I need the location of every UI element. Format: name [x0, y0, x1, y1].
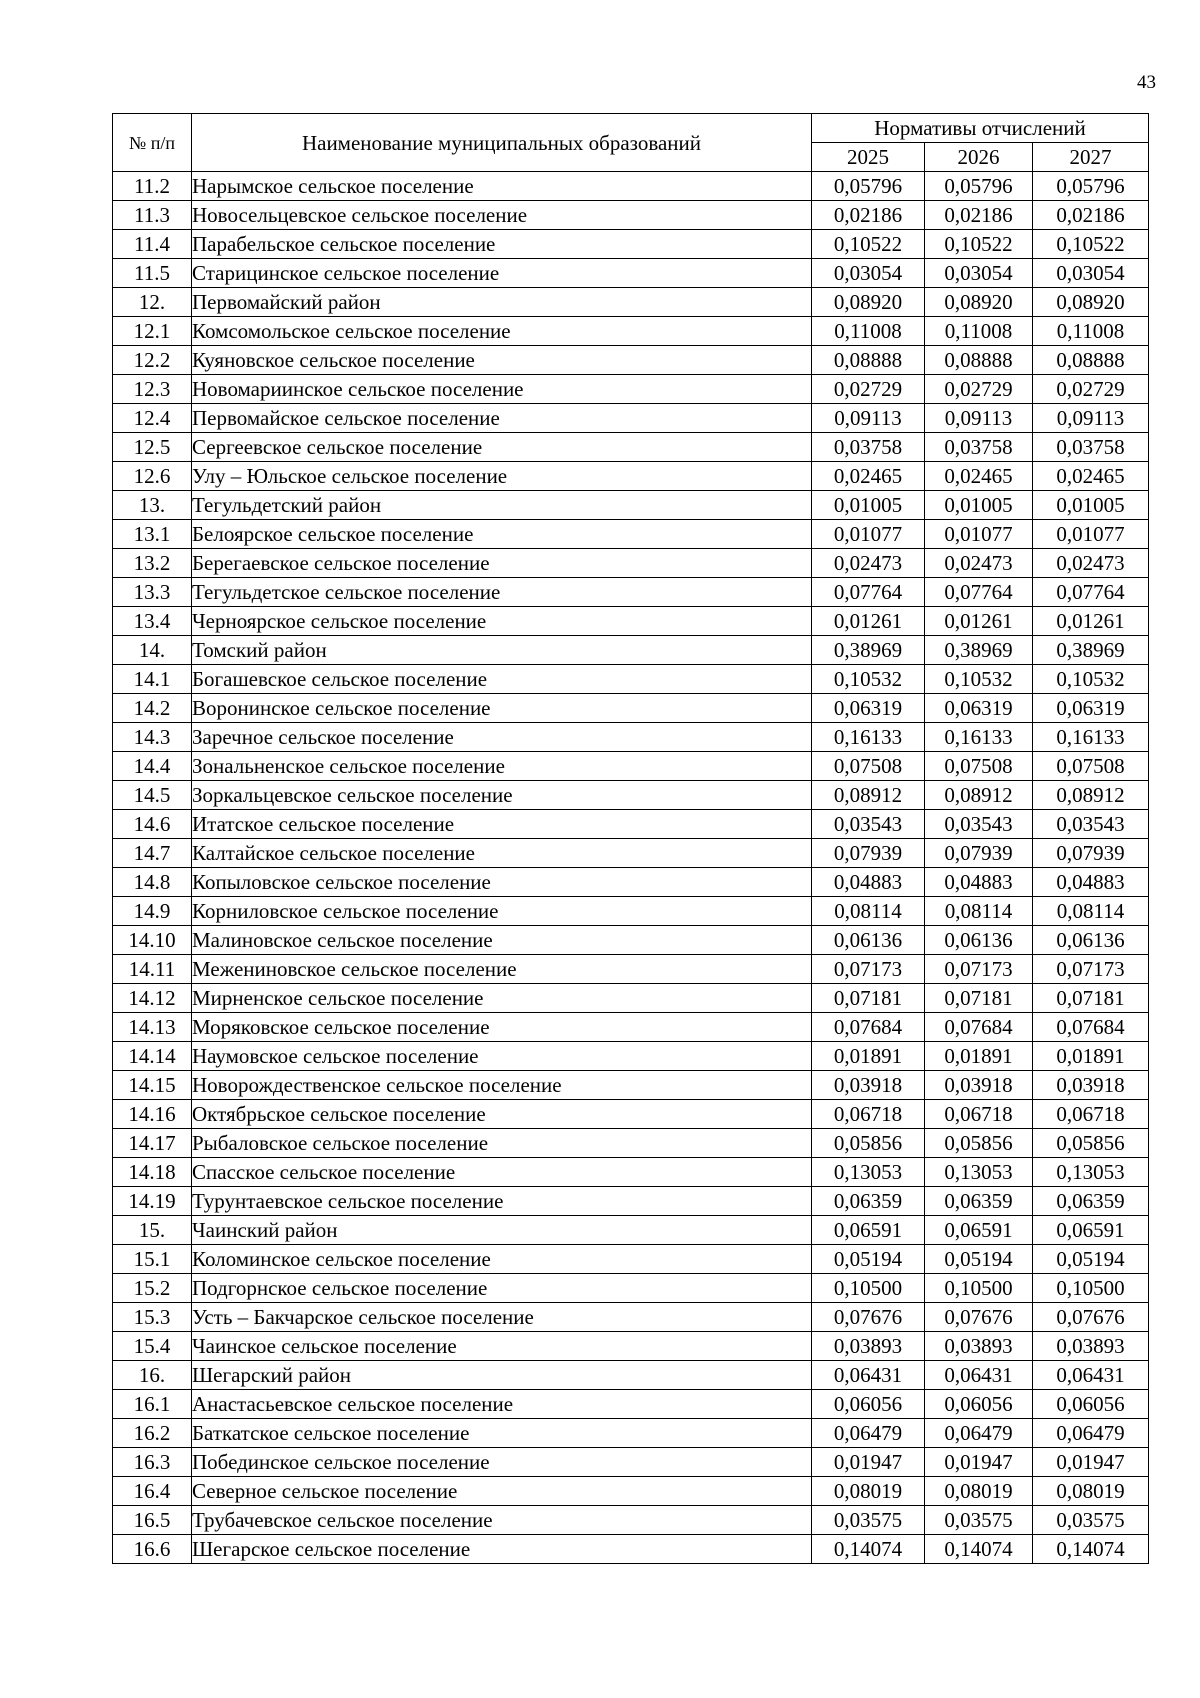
norm-2027-cell: 0,08019 [1033, 1477, 1149, 1506]
norm-2027-cell: 0,06359 [1033, 1187, 1149, 1216]
norm-2026-cell: 0,03918 [925, 1071, 1033, 1100]
municipality-name-cell: Итатское сельское поселение [192, 810, 812, 839]
norm-2027-cell: 0,10532 [1033, 665, 1149, 694]
table-row [113, 665, 1149, 694]
row-number-cell: 14.5 [113, 781, 192, 810]
norm-2026-cell: 0,16133 [925, 723, 1033, 752]
row-number-cell: 15.4 [113, 1332, 192, 1361]
column-header-year-2027: 2027 [1033, 143, 1149, 172]
table-row [113, 1071, 1149, 1100]
table-row [113, 201, 1149, 230]
norm-2025-cell: 0,02473 [812, 549, 925, 578]
norm-2025-cell: 0,02186 [812, 201, 925, 230]
row-number-cell: 14.1 [113, 665, 192, 694]
municipality-name-cell: Рыбаловское сельское поселение [192, 1129, 812, 1158]
norm-2025-cell: 0,07684 [812, 1013, 925, 1042]
norm-2026-cell: 0,03543 [925, 810, 1033, 839]
norm-2025-cell: 0,38969 [812, 636, 925, 665]
norm-2025-cell: 0,07173 [812, 955, 925, 984]
norm-2027-cell: 0,13053 [1033, 1158, 1149, 1187]
table-row [113, 375, 1149, 404]
municipality-name-cell: Чаинский район [192, 1216, 812, 1245]
norm-2027-cell: 0,04883 [1033, 868, 1149, 897]
norm-2026-cell: 0,07676 [925, 1303, 1033, 1332]
municipality-name-cell: Воронинское сельское поселение [192, 694, 812, 723]
row-number-cell: 13.2 [113, 549, 192, 578]
table-body [113, 172, 1149, 1564]
table-row [113, 1129, 1149, 1158]
norm-2025-cell: 0,06718 [812, 1100, 925, 1129]
norm-2025-cell: 0,01261 [812, 607, 925, 636]
municipality-name-cell: Старицинское сельское поселение [192, 259, 812, 288]
row-number-cell: 15.1 [113, 1245, 192, 1274]
norm-2027-cell: 0,01947 [1033, 1448, 1149, 1477]
norm-2026-cell: 0,03575 [925, 1506, 1033, 1535]
row-number-cell: 13.4 [113, 607, 192, 636]
table-row [113, 752, 1149, 781]
norm-2025-cell: 0,03893 [812, 1332, 925, 1361]
row-number-cell: 12.2 [113, 346, 192, 375]
table-row [113, 346, 1149, 375]
norm-2027-cell: 0,16133 [1033, 723, 1149, 752]
municipality-name-cell: Баткатское сельское поселение [192, 1419, 812, 1448]
norm-2026-cell: 0,05796 [925, 172, 1033, 201]
norm-2025-cell: 0,01077 [812, 520, 925, 549]
row-number-cell: 16.5 [113, 1506, 192, 1535]
table-row [113, 1187, 1149, 1216]
table-row [113, 1100, 1149, 1129]
municipality-name-cell: Шегарское сельское поселение [192, 1535, 812, 1564]
norm-2025-cell: 0,01005 [812, 491, 925, 520]
norm-2025-cell: 0,14074 [812, 1535, 925, 1564]
table-row [113, 317, 1149, 346]
norm-2027-cell: 0,07173 [1033, 955, 1149, 984]
norm-2026-cell: 0,13053 [925, 1158, 1033, 1187]
municipality-name-cell: Первомайское сельское поселение [192, 404, 812, 433]
column-header-year-2025: 2025 [812, 143, 925, 172]
table-row [113, 839, 1149, 868]
norm-2026-cell: 0,06591 [925, 1216, 1033, 1245]
norm-2026-cell: 0,05194 [925, 1245, 1033, 1274]
row-number-cell: 12. [113, 288, 192, 317]
norm-2027-cell: 0,14074 [1033, 1535, 1149, 1564]
table-row [113, 926, 1149, 955]
table-row [113, 1390, 1149, 1419]
norm-2025-cell: 0,08114 [812, 897, 925, 926]
norm-2026-cell: 0,06136 [925, 926, 1033, 955]
table-row [113, 462, 1149, 491]
norm-2027-cell: 0,08888 [1033, 346, 1149, 375]
municipality-name-cell: Межениновское сельское поселение [192, 955, 812, 984]
municipality-name-cell: Новосельцевское сельское поселение [192, 201, 812, 230]
norm-2027-cell: 0,07684 [1033, 1013, 1149, 1042]
norm-2027-cell: 0,03758 [1033, 433, 1149, 462]
municipality-name-cell: Копыловское сельское поселение [192, 868, 812, 897]
norm-2025-cell: 0,08019 [812, 1477, 925, 1506]
norm-2027-cell: 0,02465 [1033, 462, 1149, 491]
table-row [113, 520, 1149, 549]
norm-2027-cell: 0,03918 [1033, 1071, 1149, 1100]
norm-2025-cell: 0,04883 [812, 868, 925, 897]
norm-2027-cell: 0,03054 [1033, 259, 1149, 288]
norm-2025-cell: 0,10522 [812, 230, 925, 259]
table-row [113, 1419, 1149, 1448]
table-row [113, 288, 1149, 317]
norm-2025-cell: 0,06319 [812, 694, 925, 723]
row-number-cell: 16.6 [113, 1535, 192, 1564]
norm-2027-cell: 0,10500 [1033, 1274, 1149, 1303]
norm-2026-cell: 0,38969 [925, 636, 1033, 665]
row-number-cell: 13.3 [113, 578, 192, 607]
table-row [113, 259, 1149, 288]
row-number-cell: 14.11 [113, 955, 192, 984]
norm-2027-cell: 0,07764 [1033, 578, 1149, 607]
norm-2027-cell: 0,01005 [1033, 491, 1149, 520]
norm-2025-cell: 0,06136 [812, 926, 925, 955]
row-number-cell: 14.18 [113, 1158, 192, 1187]
norm-2025-cell: 0,07939 [812, 839, 925, 868]
norm-2027-cell: 0,01891 [1033, 1042, 1149, 1071]
row-number-cell: 14.12 [113, 984, 192, 1013]
table-row [113, 1535, 1149, 1564]
municipality-name-cell: Богашевское сельское поселение [192, 665, 812, 694]
row-number-cell: 16.2 [113, 1419, 192, 1448]
norm-2027-cell: 0,07676 [1033, 1303, 1149, 1332]
row-number-cell: 14.6 [113, 810, 192, 839]
norm-2027-cell: 0,06431 [1033, 1361, 1149, 1390]
norm-2025-cell: 0,02729 [812, 375, 925, 404]
municipality-name-cell: Заречное сельское поселение [192, 723, 812, 752]
table-row [113, 1361, 1149, 1390]
row-number-cell: 14.7 [113, 839, 192, 868]
municipality-name-cell: Новомариинское сельское поселение [192, 375, 812, 404]
municipality-name-cell: Комсомольское сельское поселение [192, 317, 812, 346]
row-number-cell: 16.4 [113, 1477, 192, 1506]
municipality-name-cell: Октябрьское сельское поселение [192, 1100, 812, 1129]
table-row [113, 1332, 1149, 1361]
norm-2026-cell: 0,08019 [925, 1477, 1033, 1506]
row-number-cell: 14.14 [113, 1042, 192, 1071]
row-number-cell: 16.3 [113, 1448, 192, 1477]
norm-2026-cell: 0,06479 [925, 1419, 1033, 1448]
row-number-cell: 14.19 [113, 1187, 192, 1216]
norm-2026-cell: 0,08888 [925, 346, 1033, 375]
norm-2025-cell: 0,10500 [812, 1274, 925, 1303]
municipality-name-cell: Калтайское сельское поселение [192, 839, 812, 868]
norm-2026-cell: 0,07764 [925, 578, 1033, 607]
norm-2025-cell: 0,06431 [812, 1361, 925, 1390]
norm-2025-cell: 0,08920 [812, 288, 925, 317]
municipality-name-cell: Турунтаевское сельское поселение [192, 1187, 812, 1216]
table-row [113, 1013, 1149, 1042]
norm-2026-cell: 0,05856 [925, 1129, 1033, 1158]
table-row [113, 1477, 1149, 1506]
norm-2027-cell: 0,06591 [1033, 1216, 1149, 1245]
table-row [113, 694, 1149, 723]
norm-2025-cell: 0,07508 [812, 752, 925, 781]
norm-2026-cell: 0,01891 [925, 1042, 1033, 1071]
norm-2026-cell: 0,06359 [925, 1187, 1033, 1216]
norm-2027-cell: 0,03543 [1033, 810, 1149, 839]
municipality-name-cell: Парабельское сельское поселение [192, 230, 812, 259]
norm-2025-cell: 0,09113 [812, 404, 925, 433]
row-number-cell: 12.1 [113, 317, 192, 346]
municipality-name-cell: Мирненское сельское поселение [192, 984, 812, 1013]
row-number-cell: 11.2 [113, 172, 192, 201]
table-row [113, 1245, 1149, 1274]
norm-2025-cell: 0,10532 [812, 665, 925, 694]
norm-2026-cell: 0,10500 [925, 1274, 1033, 1303]
norm-2027-cell: 0,02729 [1033, 375, 1149, 404]
norm-2026-cell: 0,07508 [925, 752, 1033, 781]
norm-2026-cell: 0,10532 [925, 665, 1033, 694]
norm-2027-cell: 0,01261 [1033, 607, 1149, 636]
norm-2027-cell: 0,01077 [1033, 520, 1149, 549]
municipality-name-cell: Малиновское сельское поселение [192, 926, 812, 955]
municipality-name-cell: Усть – Бакчарское сельское поселение [192, 1303, 812, 1332]
table-row [113, 1448, 1149, 1477]
norm-2026-cell: 0,14074 [925, 1535, 1033, 1564]
norm-2027-cell: 0,06479 [1033, 1419, 1149, 1448]
norm-2025-cell: 0,03918 [812, 1071, 925, 1100]
table-row [113, 578, 1149, 607]
table-row [113, 868, 1149, 897]
norm-2027-cell: 0,11008 [1033, 317, 1149, 346]
norm-2027-cell: 0,06056 [1033, 1390, 1149, 1419]
norm-2025-cell: 0,05194 [812, 1245, 925, 1274]
table-row [113, 433, 1149, 462]
municipality-name-cell: Шегарский район [192, 1361, 812, 1390]
table-row [113, 781, 1149, 810]
municipality-name-cell: Нарымское сельское поселение [192, 172, 812, 201]
norms-table [112, 113, 1149, 1564]
table-row [113, 897, 1149, 926]
row-number-cell: 14.9 [113, 897, 192, 926]
municipality-name-cell: Коломинское сельское поселение [192, 1245, 812, 1274]
municipality-name-cell: Спасское сельское поселение [192, 1158, 812, 1187]
norm-2027-cell: 0,02473 [1033, 549, 1149, 578]
row-number-cell: 11.3 [113, 201, 192, 230]
column-header-norms: Нормативы отчислений [812, 114, 1149, 143]
norm-2025-cell: 0,03054 [812, 259, 925, 288]
norm-2026-cell: 0,07181 [925, 984, 1033, 1013]
norm-2027-cell: 0,05194 [1033, 1245, 1149, 1274]
norm-2027-cell: 0,07181 [1033, 984, 1149, 1013]
norm-2025-cell: 0,03758 [812, 433, 925, 462]
table-header [113, 114, 1149, 172]
norm-2027-cell: 0,06718 [1033, 1100, 1149, 1129]
row-number-cell: 12.5 [113, 433, 192, 462]
norm-2026-cell: 0,01261 [925, 607, 1033, 636]
row-number-cell: 11.4 [113, 230, 192, 259]
table-row [113, 723, 1149, 752]
norm-2027-cell: 0,09113 [1033, 404, 1149, 433]
norm-2026-cell: 0,02473 [925, 549, 1033, 578]
norm-2027-cell: 0,10522 [1033, 230, 1149, 259]
norm-2025-cell: 0,11008 [812, 317, 925, 346]
page-number: 43 [1137, 72, 1156, 93]
table-row [113, 1216, 1149, 1245]
norm-2025-cell: 0,07764 [812, 578, 925, 607]
norm-2026-cell: 0,03054 [925, 259, 1033, 288]
table-row [113, 549, 1149, 578]
column-header-num: № п/п [113, 114, 192, 172]
row-number-cell: 13.1 [113, 520, 192, 549]
norm-2025-cell: 0,01947 [812, 1448, 925, 1477]
norm-2026-cell: 0,04883 [925, 868, 1033, 897]
column-header-year-2026: 2026 [925, 143, 1033, 172]
norm-2026-cell: 0,06431 [925, 1361, 1033, 1390]
row-number-cell: 14.4 [113, 752, 192, 781]
municipality-name-cell: Чаинское сельское поселение [192, 1332, 812, 1361]
norm-2026-cell: 0,03893 [925, 1332, 1033, 1361]
row-number-cell: 14.2 [113, 694, 192, 723]
norm-2026-cell: 0,03758 [925, 433, 1033, 462]
municipality-name-cell: Зоркальцевское сельское поселение [192, 781, 812, 810]
municipality-name-cell: Черноярское сельское поселение [192, 607, 812, 636]
municipality-name-cell: Подгорнское сельское поселение [192, 1274, 812, 1303]
row-number-cell: 16.1 [113, 1390, 192, 1419]
norm-2025-cell: 0,08912 [812, 781, 925, 810]
row-number-cell: 14. [113, 636, 192, 665]
table-row [113, 1506, 1149, 1535]
norm-2027-cell: 0,08912 [1033, 781, 1149, 810]
row-number-cell: 14.10 [113, 926, 192, 955]
norm-2025-cell: 0,07181 [812, 984, 925, 1013]
municipality-name-cell: Белоярское сельское поселение [192, 520, 812, 549]
norm-2025-cell: 0,03575 [812, 1506, 925, 1535]
municipality-name-cell: Тегульдетское сельское поселение [192, 578, 812, 607]
municipality-name-cell: Улу – Юльское сельское поселение [192, 462, 812, 491]
table-row [113, 1158, 1149, 1187]
table-row [113, 607, 1149, 636]
row-number-cell: 14.3 [113, 723, 192, 752]
norm-2027-cell: 0,07508 [1033, 752, 1149, 781]
norm-2025-cell: 0,01891 [812, 1042, 925, 1071]
norm-2026-cell: 0,01947 [925, 1448, 1033, 1477]
row-number-cell: 15.3 [113, 1303, 192, 1332]
norm-2026-cell: 0,01077 [925, 520, 1033, 549]
row-number-cell: 12.6 [113, 462, 192, 491]
norm-2026-cell: 0,07939 [925, 839, 1033, 868]
row-number-cell: 14.13 [113, 1013, 192, 1042]
row-number-cell: 16. [113, 1361, 192, 1390]
norm-2027-cell: 0,03575 [1033, 1506, 1149, 1535]
table-row [113, 404, 1149, 433]
norm-2027-cell: 0,07939 [1033, 839, 1149, 868]
table-row [113, 810, 1149, 839]
municipality-name-cell: Томский район [192, 636, 812, 665]
norm-2025-cell: 0,13053 [812, 1158, 925, 1187]
norm-2025-cell: 0,06591 [812, 1216, 925, 1245]
municipality-name-cell: Тегульдетский район [192, 491, 812, 520]
column-header-name: Наименование муниципальных образований [192, 114, 812, 172]
table-row [113, 230, 1149, 259]
norm-2025-cell: 0,08888 [812, 346, 925, 375]
municipality-name-cell: Анастасьевское сельское поселение [192, 1390, 812, 1419]
norm-2027-cell: 0,06136 [1033, 926, 1149, 955]
municipality-name-cell: Побединское сельское поселение [192, 1448, 812, 1477]
row-number-cell: 14.16 [113, 1100, 192, 1129]
norm-2025-cell: 0,06479 [812, 1419, 925, 1448]
norm-2027-cell: 0,02186 [1033, 201, 1149, 230]
norm-2026-cell: 0,07684 [925, 1013, 1033, 1042]
norm-2026-cell: 0,10522 [925, 230, 1033, 259]
municipality-name-cell: Корниловское сельское поселение [192, 897, 812, 926]
norm-2025-cell: 0,05796 [812, 172, 925, 201]
row-number-cell: 14.17 [113, 1129, 192, 1158]
norm-2025-cell: 0,03543 [812, 810, 925, 839]
row-number-cell: 12.3 [113, 375, 192, 404]
norm-2027-cell: 0,08114 [1033, 897, 1149, 926]
municipality-name-cell: Берегаевское сельское поселение [192, 549, 812, 578]
norm-2027-cell: 0,05856 [1033, 1129, 1149, 1158]
table-row [113, 984, 1149, 1013]
norm-2026-cell: 0,06056 [925, 1390, 1033, 1419]
norm-2026-cell: 0,07173 [925, 955, 1033, 984]
norm-2026-cell: 0,09113 [925, 404, 1033, 433]
norm-2027-cell: 0,08920 [1033, 288, 1149, 317]
norm-2025-cell: 0,05856 [812, 1129, 925, 1158]
table-row [113, 1303, 1149, 1332]
table-row [113, 172, 1149, 201]
norm-2026-cell: 0,06319 [925, 694, 1033, 723]
municipality-name-cell: Наумовское сельское поселение [192, 1042, 812, 1071]
row-number-cell: 14.8 [113, 868, 192, 897]
municipality-name-cell: Куяновское сельское поселение [192, 346, 812, 375]
norm-2025-cell: 0,06359 [812, 1187, 925, 1216]
municipality-name-cell: Моряковское сельское поселение [192, 1013, 812, 1042]
table-row [113, 1274, 1149, 1303]
row-number-cell: 13. [113, 491, 192, 520]
row-number-cell: 15. [113, 1216, 192, 1245]
row-number-cell: 11.5 [113, 259, 192, 288]
norm-2026-cell: 0,08114 [925, 897, 1033, 926]
municipality-name-cell: Первомайский район [192, 288, 812, 317]
norm-2027-cell: 0,38969 [1033, 636, 1149, 665]
municipality-name-cell: Зональненское сельское поселение [192, 752, 812, 781]
norm-2026-cell: 0,11008 [925, 317, 1033, 346]
norm-2025-cell: 0,06056 [812, 1390, 925, 1419]
municipality-name-cell: Сергеевское сельское поселение [192, 433, 812, 462]
norm-2025-cell: 0,16133 [812, 723, 925, 752]
municipality-name-cell: Трубачевское сельское поселение [192, 1506, 812, 1535]
row-number-cell: 15.2 [113, 1274, 192, 1303]
norm-2026-cell: 0,08920 [925, 288, 1033, 317]
row-number-cell: 12.4 [113, 404, 192, 433]
table-row [113, 1042, 1149, 1071]
norm-2025-cell: 0,07676 [812, 1303, 925, 1332]
norm-2027-cell: 0,06319 [1033, 694, 1149, 723]
norm-2026-cell: 0,06718 [925, 1100, 1033, 1129]
norm-2026-cell: 0,02186 [925, 201, 1033, 230]
table-row [113, 491, 1149, 520]
norm-2026-cell: 0,02729 [925, 375, 1033, 404]
norm-2026-cell: 0,01005 [925, 491, 1033, 520]
row-number-cell: 14.15 [113, 1071, 192, 1100]
norm-2027-cell: 0,03893 [1033, 1332, 1149, 1361]
municipality-name-cell: Северное сельское поселение [192, 1477, 812, 1506]
table-row [113, 636, 1149, 665]
norm-2025-cell: 0,02465 [812, 462, 925, 491]
norm-2026-cell: 0,08912 [925, 781, 1033, 810]
table-row [113, 955, 1149, 984]
norm-2026-cell: 0,02465 [925, 462, 1033, 491]
norm-2027-cell: 0,05796 [1033, 172, 1149, 201]
municipality-name-cell: Новорождественское сельское поселение [192, 1071, 812, 1100]
